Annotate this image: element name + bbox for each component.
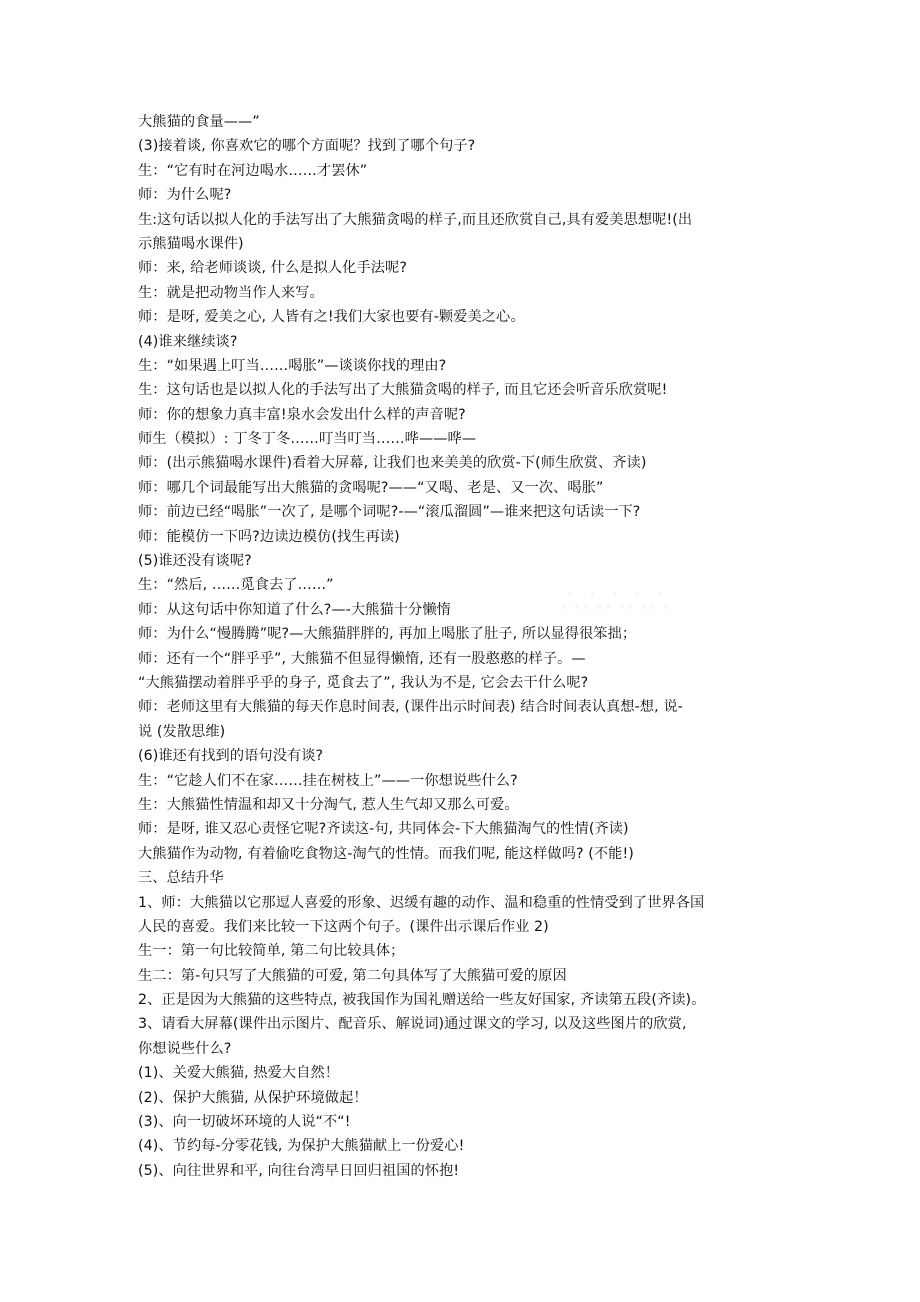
text-line: 师：为什么呢? [138, 187, 232, 204]
text-line: 师：来, 给老师谈谈, 什么是拟人化手法呢? [138, 260, 407, 277]
list-item: (3)、向一切破坏环境的人说“不“! [138, 1114, 351, 1131]
text-line: (5)谁还没有谈呢? [138, 553, 252, 570]
list-item: (1)、关爱大熊猫, 热爱大自然！ [138, 1065, 340, 1082]
section-heading: 三、总结升华 [138, 870, 224, 887]
text-line: 生：“如果遇上叮当……喝胀”—谈谈你找的理由? [138, 357, 447, 374]
watermark [560, 582, 672, 620]
text-line: (3)接着谈, 你喜欢它的哪个方面呢？找到了哪个句子? [138, 138, 476, 155]
text-line: 师：是呀, 爱美之心, 人皆有之!我们大家也要有-颗爱美之心。 [138, 309, 525, 326]
text-line: 师：哪几个词最能写出大熊猫的贪喝呢?——“又喝、老是、又一次、喝胀” [138, 479, 604, 496]
text-line: 师：能模仿一下吗?边读边模仿(找生再读) [138, 528, 400, 545]
text-line: 大熊猫的食量——” [138, 114, 260, 130]
text-line: 2、正是因为大熊猫的这些特点, 被我国作为国礼赠送给一些友好国家, 齐读第五段(齐读)。 [138, 992, 706, 1009]
text-line: 师生（模拟）: 丁冬丁冬……叮当叮当……哗——哗— [138, 431, 477, 448]
text-line: 师：为什么“慢腾腾”呢?—大熊猫胖胖的, 再加上喝胀了肚子, 所以显得很笨拙； [138, 626, 637, 643]
text-line: 生二：第-句只写了大熊猫的可爱, 第二句具体写了大熊猫可爱的原因 [138, 967, 567, 984]
text-line: 师：还有一个“胖乎乎”, 大熊猫不但显得懒惰, 还有一股憨憨的样子。— [138, 650, 586, 667]
text-line: 师：(出示熊猫喝水课件)看着大屏幕, 让我们也来美美的欣赏-下(师生欣赏、齐读) [138, 455, 647, 472]
text-line: 大熊猫作为动物, 有着偷吃食物这-淘气的性情。而我们呢, 能这样做吗? (不能!) [138, 845, 634, 862]
text-line: (6)谁还有找到的语句没有谈? [138, 748, 324, 765]
list-item: (5)、向往世界和平, 向往台湾早日回归祖国的怀抱! [138, 1162, 460, 1179]
text-line: 师：你的想象力真丰富!泉水会发出什么样的声音呢? [138, 406, 466, 423]
text-line: 师：从这句话中你知道了什么?—-大熊猫十分懒惰 [138, 601, 451, 618]
text-line: 师：是呀, 谁又忍心责怪它呢?齐读这-句, 共同体会-下大熊猫淘气的性情(齐读) [138, 821, 629, 838]
text-line: 生：“然后, ……觅食去了……” [138, 577, 334, 594]
text-line: 生：这句话也是以拟人化的手法写出了大熊猫贪喝的样子, 而且它还会听音乐欣赏呢! [138, 382, 668, 399]
text-line: 师：老师这里有大熊猫的每天作息时间表, (课件出示时间表) 结合时间表认真想-想, 说- [138, 699, 683, 716]
text-line: 师：前边已经“喝胀”一次了, 是哪个词呢?-—“滚瓜溜圆”—谁来把这句话读一下? [138, 504, 641, 521]
text-line: 1、师：大熊猫以它那逗人喜爱的形象、迟缓有趣的动作、温和稳重的性情受到了世界各国 [138, 894, 705, 911]
text-line: 生：大熊猫性情温和却又十分淘气, 惹人生气却又那么可爱。 [138, 796, 519, 813]
text-line: (4)谁来继续谈? [138, 333, 238, 350]
text-line: “大熊猫摆动着胖乎乎的身子, 觅食去了”, 我认为不是, 它会去干什么呢? [138, 674, 589, 691]
text-line: 示熊猫喝水课件) [138, 235, 244, 252]
text-line: 说 (发散思维) [138, 723, 226, 740]
text-line: 3、请看大屏幕(课件出示图片、配音乐、解说词)通过课文的学习, 以及这些图片的欣赏, [138, 1016, 687, 1033]
text-line: 人民的喜爱。我们来比较一下这两个句子。(课件出示课后作业 2) [138, 918, 549, 935]
text-line: 生：就是把动物当作人来写。 [138, 284, 324, 301]
text-line: 生一：第一句比较简单, 第二句比较具体； [138, 943, 405, 960]
text-line: 生：“它趁人们不在家……挂在树枝上”——一你想说些什么? [138, 772, 518, 789]
text-line: 生：“它有时在河边喝水……才罢休” [138, 162, 368, 179]
text-line: 你想说些什么? [138, 1040, 232, 1057]
list-item: (2)、保护大熊猫, 从保护环境做起！ [138, 1089, 368, 1106]
document-body [138, 110, 798, 1183]
text-line: 生:这句话以拟人化的手法写出了大熊猫贪喝的样子,而且还欣赏自己,具有爱美思想呢!(出 [138, 211, 693, 228]
list-item: (4)、节约每-分零花钱, 为保护大熊猫献上一份爱心! [138, 1138, 465, 1155]
